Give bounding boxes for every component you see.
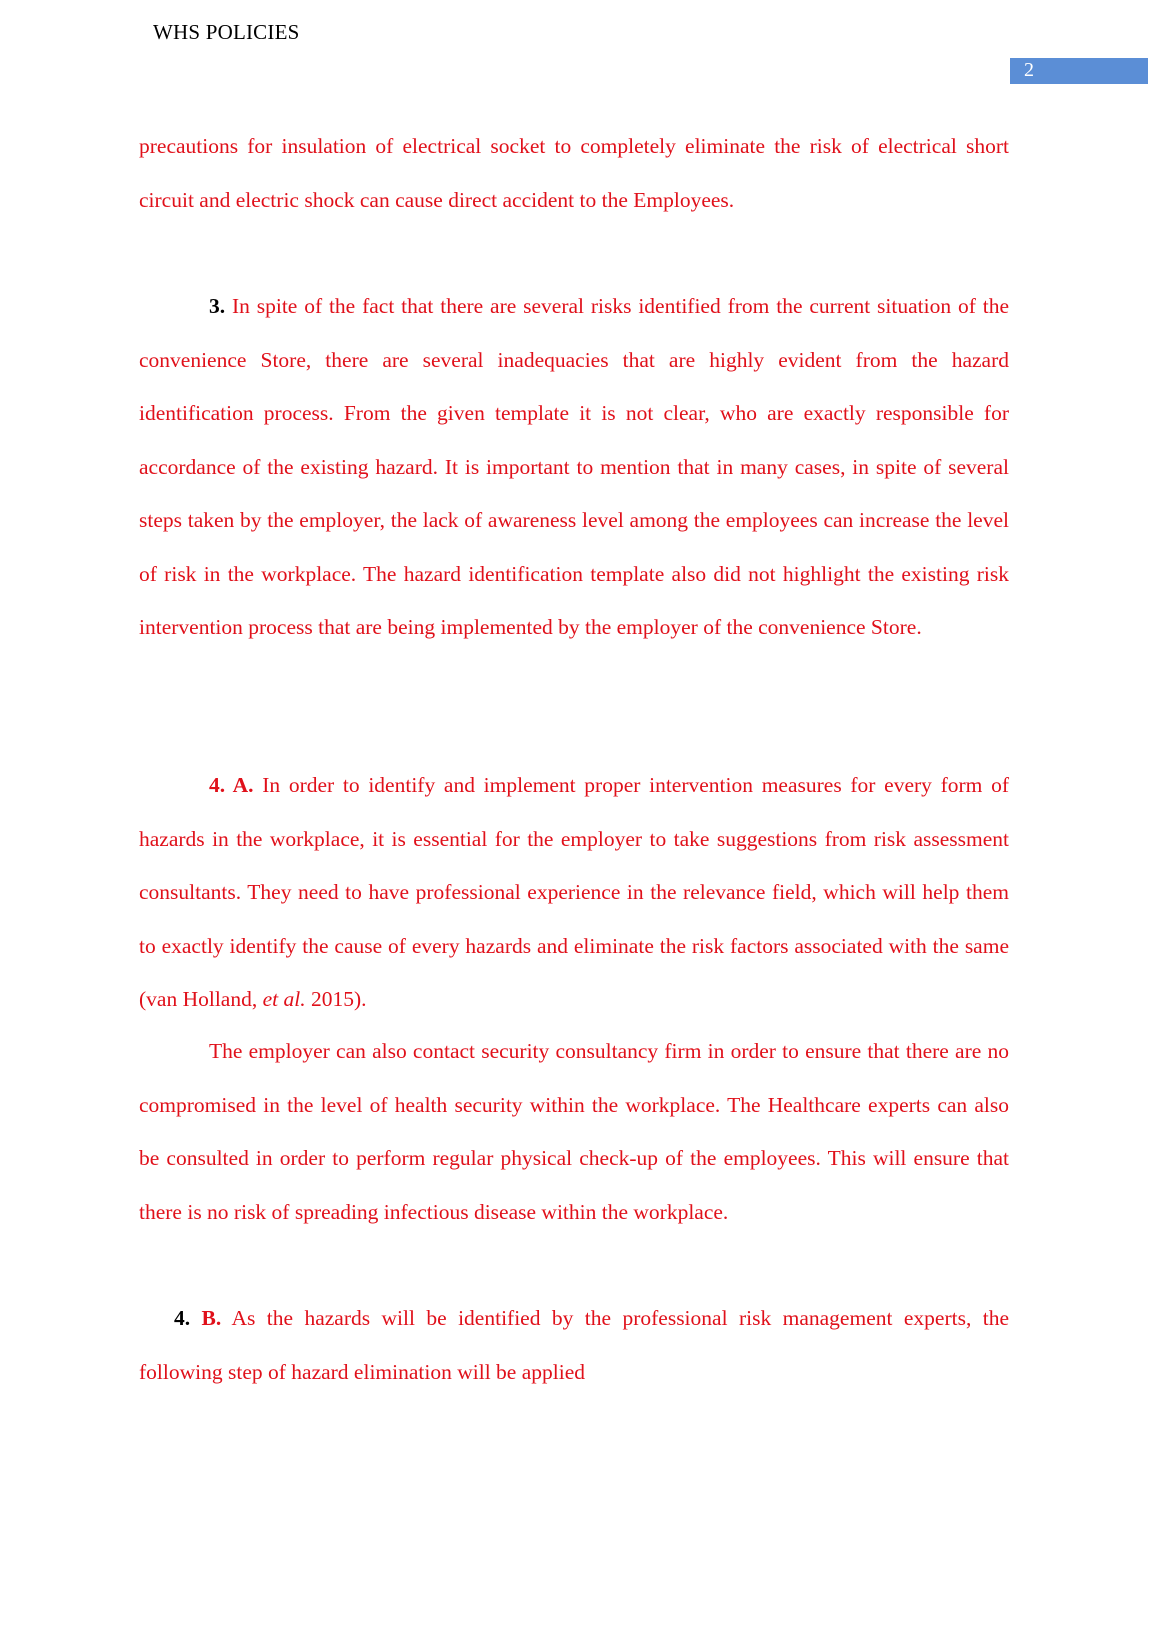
- citation-italic: et al.: [262, 987, 306, 1011]
- paragraph-section-4a: [139, 759, 1009, 1027]
- section-number: 3.: [209, 294, 226, 318]
- paragraph-text: In spite of the fact that there are several risks identified from the current situation of the convenience Store, there are several inadequacies that are highly evident from the hazard identification process. From the given template it is not clear, who are exactly responsible for accordance of the existing hazard. It is important to mention that in many cases, in spite of several steps taken by the employer, the lack of awareness level among the employees can increase the level of risk in the workplace. The hazard identification template also did not highlight the existing risk intervention process that are being implemented by the employer of the convenience Store.: [139, 294, 1009, 639]
- paragraph-section-3: [139, 280, 1009, 655]
- section-number: 4. A.: [209, 773, 254, 797]
- paragraph-text: precautions for insulation of electrical socket to completely eliminate the risk of electrical short circuit and electric shock can cause direct accident to the Employees.: [139, 134, 1009, 212]
- paragraph-text: As the hazards will be identified by the professional risk management experts, the following step of hazard elimination will be applied: [139, 1306, 1010, 1384]
- paragraph-security-consultancy: [139, 1025, 1009, 1239]
- paragraph-text: In order to identify and implement proper intervention measures for every form of hazards in the workplace, it is essential for the employer to take suggestions from risk assessment consultants. They need to have professional experience in the relevance field, which will help them to exactly identify the cause of every hazards and eliminate the risk factors associated with the same (van Holland,: [139, 773, 1009, 1011]
- paragraph-section-4b: [139, 1292, 1009, 1399]
- page-number-badge: [1010, 58, 1148, 84]
- running-head-title: WHS POLICIES: [153, 20, 300, 44]
- paragraph-continuation: [139, 120, 1009, 227]
- paragraph-text-tail: 2015).: [305, 987, 367, 1011]
- page-number: 2: [1024, 59, 1034, 81]
- paragraph-text: The employer can also contact security consultancy firm in order to ensure that there are no compromised in the level of health security within the workplace. The Healthcare experts can also be consulted in order to perform regular physical check-up of the employees. This will ensure that there is no risk of spreading infectious disease within the workplace.: [139, 1039, 1009, 1224]
- section-number: 4.: [174, 1306, 191, 1330]
- section-letter: B.: [201, 1306, 222, 1330]
